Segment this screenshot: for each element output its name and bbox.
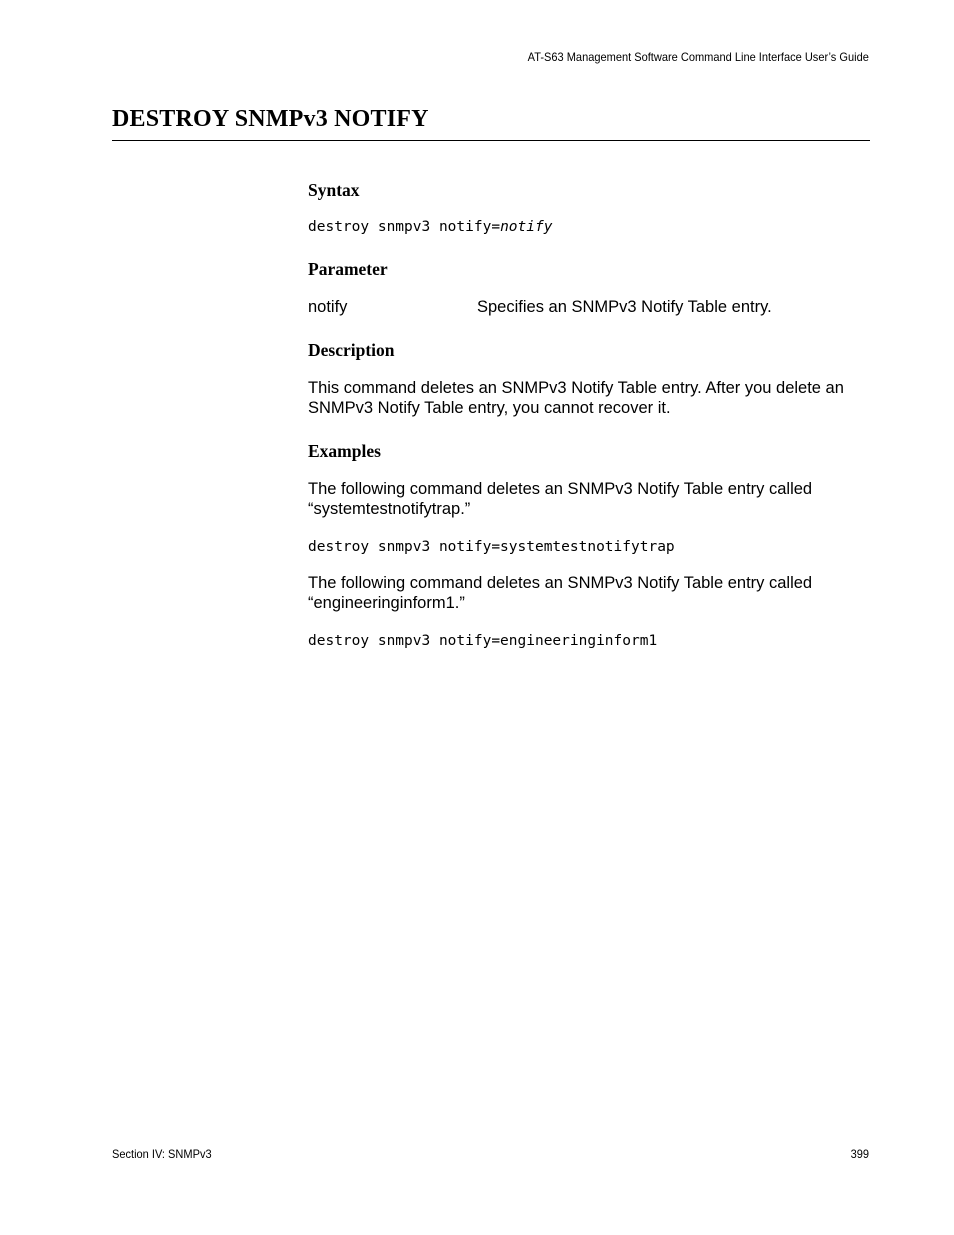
syntax-heading: Syntax [308,180,360,200]
example-2-text-line-1: The following command deletes an SNMPv3 Notify Table entry called [308,574,813,592]
parameter-description: Specifies an SNMPv3 Notify Table entry. [477,298,772,316]
footer-section: Section IV: SNMPv3 [112,1147,212,1161]
syntax-command [308,218,552,236]
description-heading: Description [308,340,395,360]
parameter-name: notify [308,298,348,316]
example-1-command: destroy snmpv3 notify=systemtestnotifytrap [308,539,675,555]
example-2-text-line-2: “engineeringinform1.” [308,594,465,612]
page-title: DESTROY SNMPv3 NOTIFY [112,106,429,132]
examples-heading: Examples [308,441,381,461]
syntax-command-text: destroy snmpv3 notify= [308,219,501,235]
example-2-command: destroy snmpv3 notify=engineeringinform1 [308,633,658,649]
example-1-text-line-1: The following command deletes an SNMPv3 Notify Table entry called [308,480,813,498]
description-line-1: This command deletes an SNMPv3 Notify Table entry. After you delete an [308,379,844,397]
example-1-text-line-2: “systemtestnotifytrap.” [308,500,471,518]
title-divider [112,140,870,141]
description-line-2: SNMPv3 Notify Table entry, you cannot recover it. [308,399,671,417]
syntax-variable: notify [500,219,553,235]
parameter-heading: Parameter [308,259,388,279]
running-header: AT-S63 Management Software Command Line Interface User’s Guide [527,50,869,64]
footer-page-number: 399 [850,1147,869,1161]
